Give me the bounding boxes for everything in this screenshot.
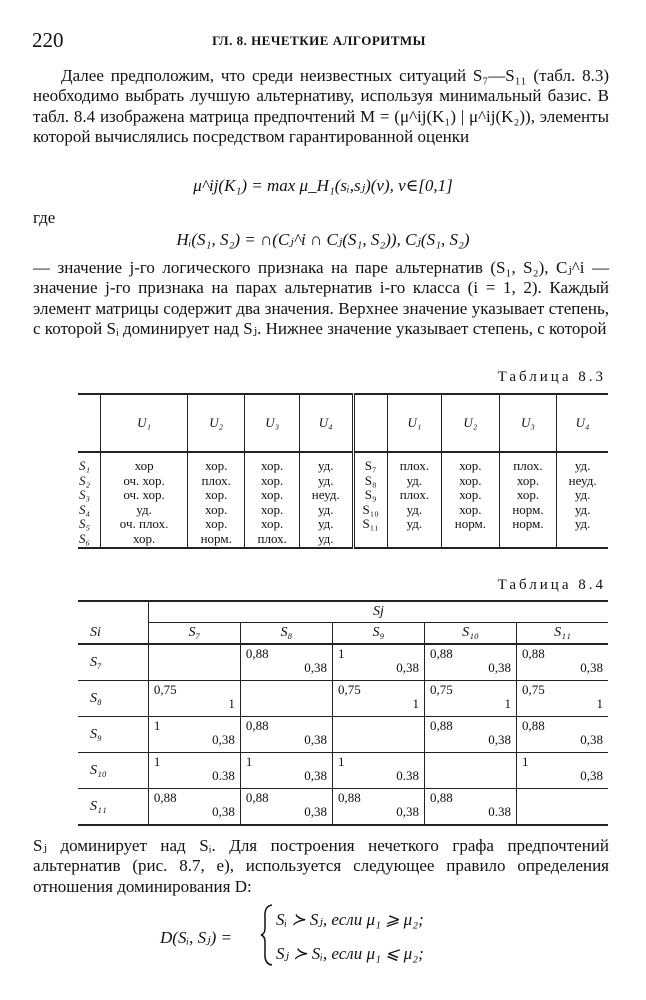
upper-value: 1 — [337, 754, 345, 769]
table-8-3-header-cell: U₂ — [442, 394, 500, 452]
table-8-3-cell: уд. — [317, 501, 334, 517]
lower-value: 1 — [504, 696, 511, 711]
si-row-header: Si — [78, 623, 148, 645]
table-8-3-cell: хор. — [261, 501, 284, 517]
table-8-3-column — [387, 452, 441, 548]
upper-value: 0,75 — [153, 682, 177, 697]
table-8-3-cell: плох. — [513, 458, 543, 473]
table-8-3-header-row — [78, 394, 608, 452]
table-8-4 — [78, 600, 608, 826]
lower-value: 0,38 — [580, 732, 603, 747]
paragraph-3: Sⱼ доминирует над Sᵢ. Для построения нечеткого графа предпочтений альтернатив (рис. 8.7, e), используется следующее правило определения отношения доминирования D: — [33, 836, 609, 896]
matrix-cell — [332, 717, 424, 753]
table-8-3-cell: уд. — [406, 516, 423, 531]
table-8-3-cell: норм. — [512, 501, 544, 517]
matrix-cell — [332, 789, 424, 826]
table-8-3-cell: хор. — [459, 501, 482, 517]
table-8-3-cell: хор. — [261, 458, 284, 473]
matrix-cell — [424, 717, 516, 753]
table-8-3-header-cell: U₂ — [187, 394, 245, 452]
upper-value: 0,88 — [337, 790, 361, 805]
lower-value: 0,38 — [212, 804, 235, 819]
table-8-3-header-cell: U₄ — [557, 394, 608, 452]
table-8-3-cell: хор. — [261, 472, 284, 488]
row-label: S₈ — [78, 681, 148, 717]
col-header: S₇ — [148, 623, 240, 645]
table-8-3-header-cell — [353, 394, 387, 452]
table-8-3-cell: хор — [134, 458, 154, 473]
table-8-3-cell: хор. — [261, 487, 284, 502]
upper-value: 0,75 — [521, 682, 545, 697]
table-8-3-cell: норм. — [512, 516, 544, 531]
table-8-3-cell: хор. — [459, 472, 482, 488]
matrix-cell — [240, 789, 332, 826]
page-number: 220 — [32, 28, 64, 52]
lower-value: 0.38 — [396, 768, 419, 783]
table-8-3-cell: плох. — [201, 472, 231, 488]
table-8-3-cell: плох. — [257, 530, 287, 546]
matrix-cell — [148, 717, 240, 753]
page-header — [32, 28, 606, 52]
running-title: ГЛ. 8. НЕЧЕТКИЕ АЛГОРИТМЫ — [212, 33, 426, 48]
table-8-3-cell: уд. — [574, 516, 591, 531]
matrix-cell — [424, 644, 516, 681]
table-8-3-cell: S₂ — [79, 472, 91, 488]
table-8-3-cell: хор. — [459, 458, 482, 473]
paragraph-2: — значение j-го логического признака на паре альтернатив (S₁, S₂), Cⱼ^i — значение j-го признака на парах альтернатив i-го класса (i = 1, 2). Каждый элемент матрицы содержит два значения. Верхнее значение указывает степень, с которой Sᵢ доминирует над Sⱼ. Нижнее значение указывает степень, с которой — [33, 258, 609, 339]
table-8-4-row — [78, 753, 608, 789]
upper-value: 0,88 — [153, 790, 177, 805]
matrix-cell — [332, 681, 424, 717]
table-8-3-header-cell: U₁ — [101, 394, 188, 452]
table-8-4-row — [78, 789, 608, 826]
table-8-3-column — [245, 452, 299, 548]
lower-value: 0,38 — [304, 660, 327, 675]
table-8-3-cell: хор. — [132, 530, 156, 546]
row-label: S₉ — [78, 717, 148, 753]
lower-value: 0,38 — [304, 732, 327, 747]
upper-value: 0,75 — [337, 682, 361, 697]
formula-max: μ^ij(K₁) = max μ_H₁(sᵢ,sⱼ)(v), v∈[0,1] — [193, 176, 453, 195]
upper-value: 1 — [153, 718, 161, 733]
matrix-cell — [148, 789, 240, 826]
table-8-3-cell: оч. плох. — [119, 516, 169, 531]
table-8-4-row — [78, 681, 608, 717]
table-8-3-cell: хор. — [516, 487, 540, 502]
table-8-4-caption: Таблица 8.4 — [497, 577, 606, 593]
table-8-3-column — [101, 452, 188, 548]
table-8-3-cell: S₃ — [79, 487, 91, 502]
col-header: S₁₀ — [424, 623, 516, 645]
table-8-3-cell: хор. — [516, 472, 540, 488]
table-8-4-row — [78, 644, 608, 681]
table-8-3-column — [299, 452, 353, 548]
upper-value: 0,88 — [245, 790, 269, 805]
matrix-cell — [240, 753, 332, 789]
table-8-3-cell: уд. — [136, 501, 152, 517]
table-8-3-cell: оч. хор. — [123, 472, 165, 488]
table-8-3-cell: уд. — [317, 472, 334, 488]
matrix-cell — [332, 644, 424, 681]
table-8-3-cell: S₄ — [79, 501, 91, 517]
matrix-cell — [240, 717, 332, 753]
row-label: S₇ — [78, 644, 148, 681]
table-8-3-cell: хор. — [205, 458, 228, 473]
table-8-3-cell: оч. хор. — [123, 487, 165, 502]
table-8-3-cell: уд. — [406, 472, 423, 488]
table-8-3-cell: хор. — [459, 487, 482, 502]
table-8-3-cell: неуд. — [311, 487, 340, 502]
table-8-3-cell: S₆ — [79, 530, 91, 546]
table-8-3-header-cell: U₄ — [299, 394, 353, 452]
table-8-3-cell: S₇ — [364, 458, 377, 473]
upper-value: 1 — [245, 754, 253, 769]
matrix-cell — [240, 681, 332, 717]
left-brace-icon — [260, 904, 274, 966]
table-8-3-header-cell: U₃ — [499, 394, 557, 452]
table-8-3-cell: хор. — [261, 516, 284, 531]
upper-value: 0,88 — [245, 718, 269, 733]
col-header: S₁₁ — [516, 623, 608, 645]
table-8-3-cell: уд. — [317, 516, 334, 531]
upper-value: 0,88 — [245, 646, 269, 661]
table-8-3-cell: неуд. — [568, 472, 597, 488]
table-8-3-body-row — [78, 452, 608, 548]
lower-value: 1 — [412, 696, 419, 711]
upper-value: 0,88 — [521, 646, 545, 661]
row-label: S₁₀ — [78, 753, 148, 789]
lower-value: 1 — [228, 696, 235, 711]
table-8-3-cell: уд. — [317, 530, 334, 546]
matrix-cell — [240, 644, 332, 681]
formula-case-1: Sᵢ ≻ Sⱼ, если μ₁ ⩾ μ₂; — [276, 910, 424, 929]
sj-group-header: Sj — [148, 601, 608, 623]
table-8-3-cell: норм. — [200, 530, 232, 546]
upper-value: 1 — [337, 646, 345, 661]
lower-value: 0.38 — [488, 804, 511, 819]
lower-value: 0,38 — [396, 660, 419, 675]
table-8-3-cell: плох. — [399, 487, 430, 502]
table-8-3-column — [353, 452, 387, 548]
upper-value: 1 — [153, 754, 161, 769]
table-8-3-cell: хор. — [205, 487, 228, 502]
paragraph-1: Далее предположим, что среди неизвестных ситуаций S₇—S₁₁ (табл. 8.3) необходимо выбрать лучшую альтернативу, используя минимальный базис. В табл. 8.4 изображена матрица предпочтений M = (μ^ij(K₁) | μ^ij(K₂)), элементы которой вычислялись посредством гарантированной оценки — [33, 66, 609, 147]
lower-value: 0,38 — [488, 660, 511, 675]
table-8-3-header-cell — [78, 394, 101, 452]
formula-lhs: D(Sᵢ, Sⱼ) = — [160, 928, 233, 947]
upper-value: 0,88 — [429, 790, 453, 805]
table-8-3-header-cell: U₃ — [245, 394, 299, 452]
table-8-3-cell: S₁₀ — [362, 501, 379, 517]
matrix-cell — [516, 681, 608, 717]
table-8-3-column — [442, 452, 500, 548]
table-8-3-column — [557, 452, 608, 548]
table-8-3-header-cell: U₁ — [387, 394, 441, 452]
table-8-3 — [78, 393, 608, 549]
lower-value: 0,38 — [488, 732, 511, 747]
table-8-3-cell: уд. — [406, 501, 423, 517]
upper-value: 0,88 — [429, 718, 453, 733]
table-8-3-cell: норм. — [454, 516, 487, 531]
table-8-3-cell: уд. — [574, 458, 591, 473]
table-8-3-cell: уд. — [574, 487, 591, 502]
row-label: S₁₁ — [78, 789, 148, 826]
matrix-cell — [516, 717, 608, 753]
table-8-3-cell: S₈ — [364, 472, 377, 488]
upper-value: 1 — [521, 754, 529, 769]
matrix-cell — [332, 753, 424, 789]
table-8-3-cell: уд. — [317, 458, 334, 473]
matrix-cell — [516, 644, 608, 681]
matrix-cell — [148, 753, 240, 789]
matrix-cell — [148, 681, 240, 717]
table-8-3-column — [187, 452, 245, 548]
lower-value: 0,38 — [580, 768, 603, 783]
matrix-cell — [424, 753, 516, 789]
lower-value: 0.38 — [212, 768, 235, 783]
table-8-3-cell: S₉ — [364, 487, 377, 502]
lower-value: 0,38 — [396, 804, 419, 819]
table-8-3-column — [499, 452, 557, 548]
col-header: S₈ — [240, 623, 332, 645]
table-8-3-cell: хор. — [205, 501, 228, 517]
matrix-cell — [424, 681, 516, 717]
matrix-cell — [516, 753, 608, 789]
upper-value: 0,88 — [429, 646, 453, 661]
table-8-3-cell: S₁₁ — [362, 516, 379, 531]
where-label: где — [33, 208, 56, 227]
table-8-3-cell: уд. — [574, 501, 591, 517]
table-8-4-col-header-row — [78, 623, 608, 645]
table-8-3-cell: S₅ — [79, 516, 91, 531]
upper-value: 0,75 — [429, 682, 453, 697]
table-8-3-column — [78, 452, 101, 548]
formula-hi: Hᵢ(S₁, S₂) = ∩(Cⱼ^i ∩ Cⱼ(S₁, S₂)), Cⱼ(S₁, S₂) — [176, 230, 470, 249]
col-header: S₉ — [332, 623, 424, 645]
table-8-3-cell: хор. — [205, 516, 228, 531]
table-8-3-caption: Таблица 8.3 — [497, 369, 606, 385]
table-8-4-row — [78, 717, 608, 753]
lower-value: 0,38 — [580, 660, 603, 675]
table-8-3-cell: плох. — [399, 458, 430, 473]
matrix-cell — [424, 789, 516, 826]
upper-value: 0,88 — [521, 718, 545, 733]
lower-value: 0,38 — [304, 804, 327, 819]
lower-value: 1 — [596, 696, 603, 711]
table-8-3-cell: S₁ — [79, 458, 91, 473]
table-8-4-group-header-row — [78, 601, 608, 623]
matrix-cell — [516, 789, 608, 826]
lower-value: 0,38 — [304, 768, 327, 783]
matrix-cell — [148, 644, 240, 681]
formula-case-2: Sⱼ ≻ Sᵢ, если μ₁ ⩽ μ₂; — [276, 944, 424, 963]
lower-value: 0,38 — [212, 732, 235, 747]
